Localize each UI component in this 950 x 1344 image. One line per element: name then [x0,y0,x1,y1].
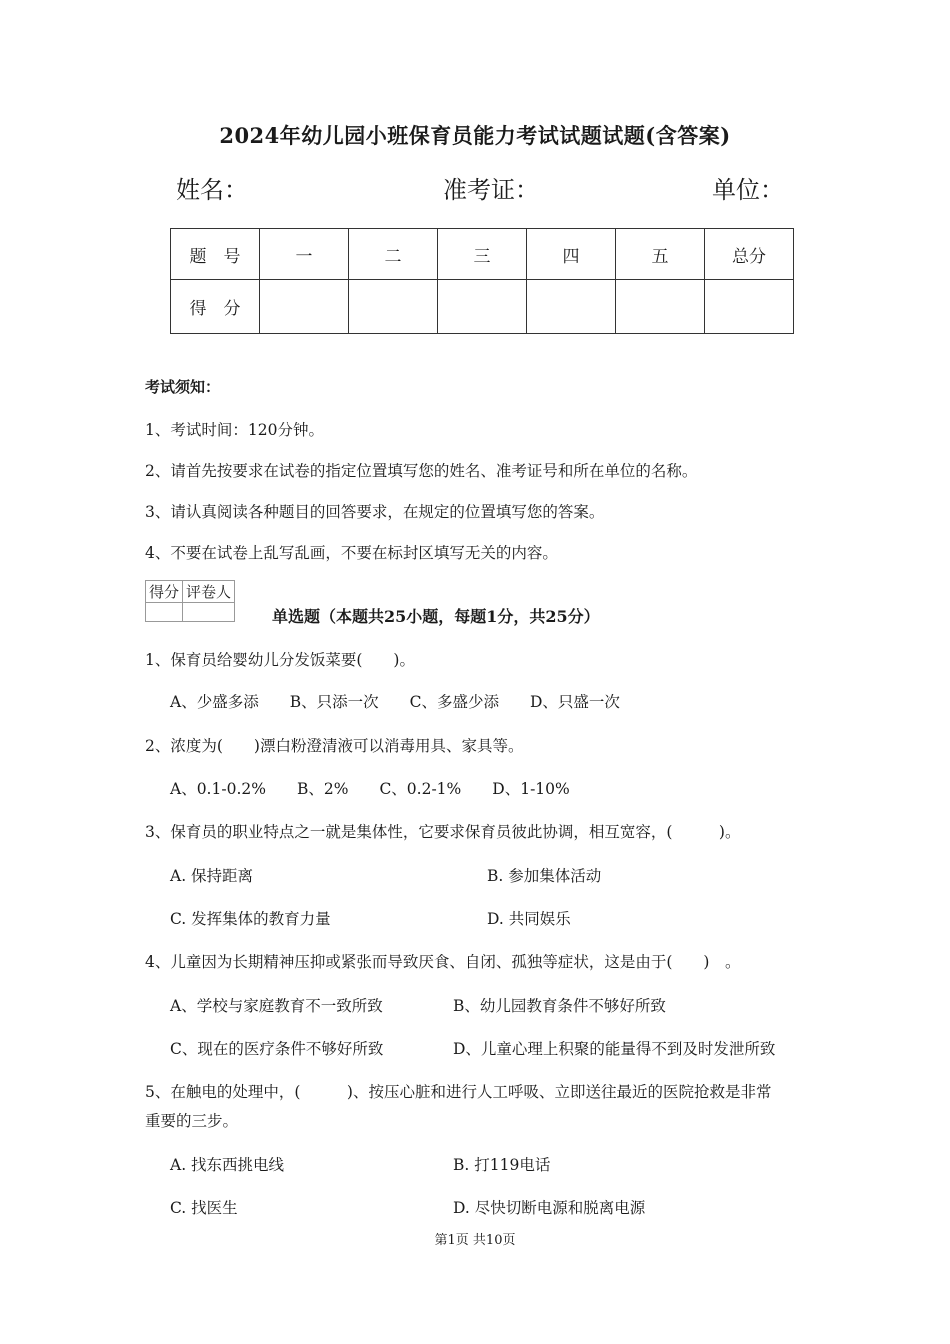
option-a: A、学校与家庭教育不一致所致 [170,997,383,1015]
question-options: A、0.1-0.2% B、2% C、0.2-1% D、1-10% [170,780,570,798]
score-table-score-row [171,280,794,334]
notice-item: 2、请首先按要求在试卷的指定位置填写您的姓名、准考证号和所在单位的名称。 [145,462,698,480]
question-number-label: 题 号 [171,229,260,280]
option-a: A. 找东西挑电线 [170,1156,285,1174]
score-col-3: 三 [438,229,527,280]
page-footer: 第1页 共10页 [434,1233,516,1248]
question-options: A、少盛多添 B、只添一次 C、多盛少添 D、只盛一次 [170,693,620,711]
option-b: B. 打119电话 [453,1156,551,1174]
question-stem-continued: 重要的三步。 [145,1112,239,1130]
score-table-header-row [171,229,794,280]
option-c: C. 发挥集体的教育力量 [170,910,331,928]
score-label: 得 分 [171,280,260,334]
option-a: A. 保持距离 [170,867,254,885]
grader-name-label: 评卷人 [183,581,235,603]
score-cell [616,280,705,334]
option-c: C、现在的医疗条件不够好所致 [170,1040,384,1058]
page-title: 2024年幼儿园小班保育员能力考试试题试题(含答案) [219,123,731,148]
notice-item: 3、请认真阅读各种题目的回答要求，在规定的位置填写您的答案。 [145,503,605,521]
grader-score-cell [146,603,183,622]
section-title: 单选题（本题共25小题，每题1分，共25分） [272,607,600,626]
score-cell [527,280,616,334]
score-col-1: 一 [260,229,349,280]
score-cell [260,280,349,334]
question-stem: 3、保育员的职业特点之一就是集体性，它要求保育员彼此协调，相互宽容，( )。 [145,823,741,841]
score-col-2: 二 [349,229,438,280]
score-cell [349,280,438,334]
score-cell [705,280,794,334]
name-label: 姓名： [176,176,248,204]
question-stem: 5、在触电的处理中，( )、按压心脏和进行人工呼吸、立即送往最近的医院抢救是非常 [145,1083,772,1101]
option-d: D. 共同娱乐 [487,910,571,928]
option-b: B、幼儿园教育条件不够好所致 [453,997,666,1015]
score-col-4: 四 [527,229,616,280]
score-col-total: 总分 [705,229,794,280]
question-stem: 2、浓度为( )漂白粉澄清液可以消毒用具、家具等。 [145,737,524,755]
score-col-5: 五 [616,229,705,280]
notice-item: 4、不要在试卷上乱写乱画，不要在标封区填写无关的内容。 [145,544,558,562]
question-stem: 1、保育员给婴幼儿分发饭菜要( )。 [145,651,415,669]
notice-heading: 考试须知： [145,378,221,396]
option-b: B. 参加集体活动 [487,867,602,885]
option-d: D、儿童心理上积聚的能量得不到及时发泄所致 [453,1040,776,1058]
grader-box [145,580,235,622]
question-stem: 4、儿童因为长期精神压抑或紧张而导致厌食、自闭、孤独等症状，这是由于( ) 。 [145,953,741,971]
grader-score-label: 得分 [146,581,183,603]
score-table [170,228,794,334]
notice-item: 1、考试时间：120分钟。 [145,421,324,439]
grader-name-cell [183,603,235,622]
unit-label: 单位： [712,176,784,204]
option-c: C. 找医生 [170,1199,238,1217]
option-d: D. 尽快切断电源和脱离电源 [453,1199,646,1217]
exam-id-label: 准考证： [443,176,539,204]
score-cell [438,280,527,334]
